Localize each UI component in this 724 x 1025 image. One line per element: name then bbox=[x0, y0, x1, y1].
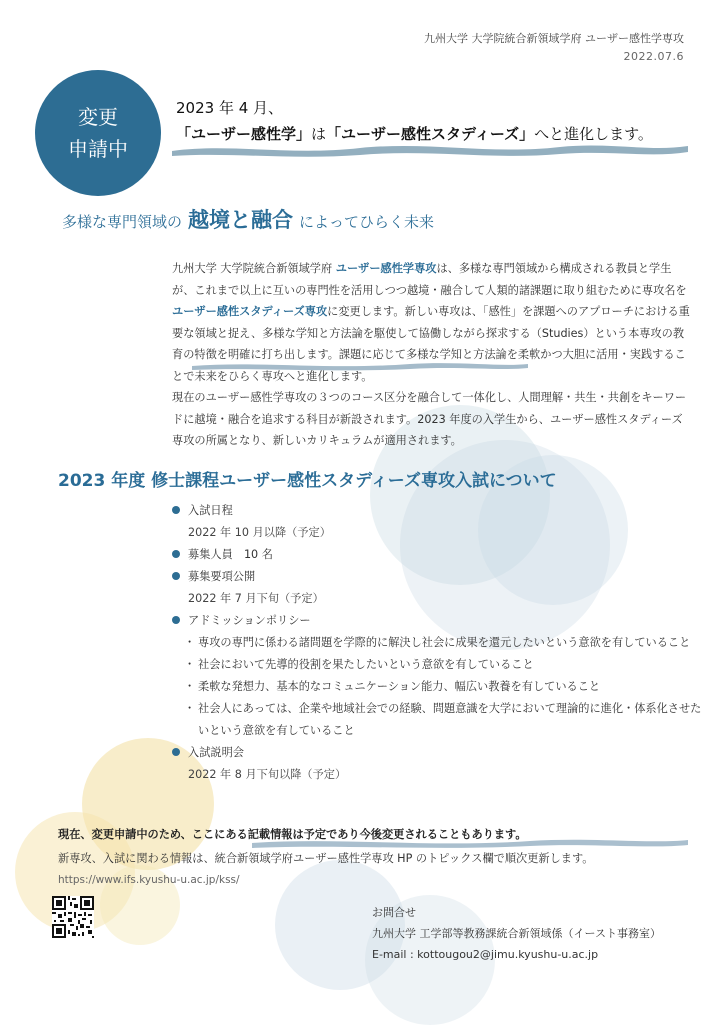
tagline-emphasis: 越境と融合 bbox=[188, 208, 294, 232]
update-info: 新専攻、入試に関わる情報は、統合新領域学府ユーザー感性学専攻 HP のトピックス欄で順次更新します。 bbox=[58, 852, 594, 865]
intro-paragraph-2: 現在のユーザー感性学専攻の３つのコース区分を融合して一体化し、人間理解・共生・共創をキーワードに越境・融合を追求する科目が新設されます。2023 年度の入学生から、ユーザー感性スタディーズ専攻の所属となり、新しいカリキュラムが適用されます。 bbox=[172, 391, 687, 447]
bullet-dot-icon: ・ bbox=[184, 680, 196, 693]
guideline-value: 2022 年 7 月下旬（予定） bbox=[188, 592, 324, 605]
bullet-dot-icon: ・ bbox=[184, 658, 196, 671]
highlight-current-program: ユーザー感性学専攻 bbox=[335, 262, 437, 275]
policy-item bbox=[172, 632, 702, 654]
policy-text: 柔軟な発想力、基本的なコミュニケーション能力、幅広い教養を有していること bbox=[198, 680, 601, 693]
change-notice: 現在、変更申請中のため、ここにある記載情報は予定であり今後変更されることもあります。 bbox=[58, 828, 527, 841]
announcement-ending: へと進化します。 bbox=[534, 124, 653, 143]
capacity: 募集人員 10 名 bbox=[172, 544, 702, 566]
contact-label: お問合せ bbox=[372, 906, 416, 919]
qr-code-icon[interactable] bbox=[52, 896, 94, 938]
policy-item bbox=[172, 698, 702, 742]
contact-block bbox=[372, 902, 661, 965]
badge-line-2: 申請中 bbox=[68, 137, 128, 161]
policy-item bbox=[172, 654, 702, 676]
website-link[interactable]: https://www.ifs.kyushu-u.ac.jp/kss/ bbox=[58, 874, 240, 886]
intro-text-b: は、多様な専門領域から構成される教員と学生が、これまで以上に互いの専門性を活用しつつ越境・融合して人類的諸課題に取り組むために専攻名を bbox=[172, 262, 687, 297]
announcement-line-1: 2023 年 4 月、 bbox=[176, 99, 284, 117]
announcement-line-2 bbox=[176, 122, 653, 148]
bullet-dot-icon: ・ bbox=[184, 636, 196, 649]
schedule-value: 2022 年 10 月以降（予定） bbox=[188, 526, 331, 539]
intro-text-a: 九州大学 大学院統合新領域学府 bbox=[172, 262, 336, 275]
briefing-label: 入試説明会 bbox=[172, 742, 702, 764]
guideline-label: 募集要項公開 bbox=[172, 566, 702, 588]
policy-text: 専攻の専門に係わる諸問題を学際的に解決し社会に成果を還元したいという意欲を有していること bbox=[198, 636, 691, 649]
contact-email[interactable]: E-mail : kottougou2@jimu.kyushu-u.ac.jp bbox=[372, 948, 599, 961]
badge-line-1: 変更 bbox=[78, 105, 118, 129]
header-date: 2022.07.6 bbox=[623, 50, 684, 63]
header-organization: 九州大学 大学院統合新領域学府 ユーザー感性学専攻 bbox=[424, 32, 684, 45]
schedule-label: 入試日程 bbox=[172, 500, 702, 522]
intro-paragraph-1 bbox=[172, 258, 692, 387]
policy-label: アドミッションポリシー bbox=[172, 610, 702, 632]
intro-text-c: に変更します。新しい専攻は、「感性」を課題へのアプローチにおける重要な領域と捉え、多様な学知と方法論を駆使して協働しながら探求する（Studies）という本専攻の教育の特徴を明確に打ち出します。課題に応じて多様な学知と方法論を柔軟かつ大胆に活用・実践することで未来をひらく専攻へと進化します。 bbox=[172, 305, 690, 383]
status-badge bbox=[35, 70, 161, 196]
policy-item bbox=[172, 676, 702, 698]
announcement bbox=[176, 96, 653, 147]
tagline-post: によってひらく未来 bbox=[299, 213, 435, 231]
briefing-value: 2022 年 8 月下旬以降（予定） bbox=[188, 768, 347, 781]
intro-text bbox=[172, 258, 692, 452]
tagline-pre: 多様な専門領域の bbox=[62, 213, 183, 231]
highlight-new-program: ユーザー感性スタディーズ専攻 bbox=[172, 305, 328, 318]
tagline bbox=[62, 204, 434, 234]
policy-text: 社会において先導的役割を果たしたいという意欲を有していること bbox=[198, 658, 534, 671]
contact-office: 九州大学 工学部等教務課統合新領域係（イースト事務室） bbox=[372, 927, 661, 940]
new-name: 「ユーザー感性スタディーズ」 bbox=[326, 124, 535, 143]
exam-info-list bbox=[172, 500, 702, 786]
policy-text: 社会人にあっては、企業や地域社会での経験、問題意識を大学において理論的に進化・体系化させたいという意欲を有していること bbox=[198, 702, 702, 737]
exam-section-title: 2023 年度 修士課程ユーザー感性スタディーズ専攻入試について bbox=[58, 471, 557, 491]
old-name: 「ユーザー感性学」 bbox=[176, 124, 312, 143]
connector-text: は bbox=[311, 124, 327, 143]
bullet-dot-icon: ・ bbox=[184, 702, 196, 715]
